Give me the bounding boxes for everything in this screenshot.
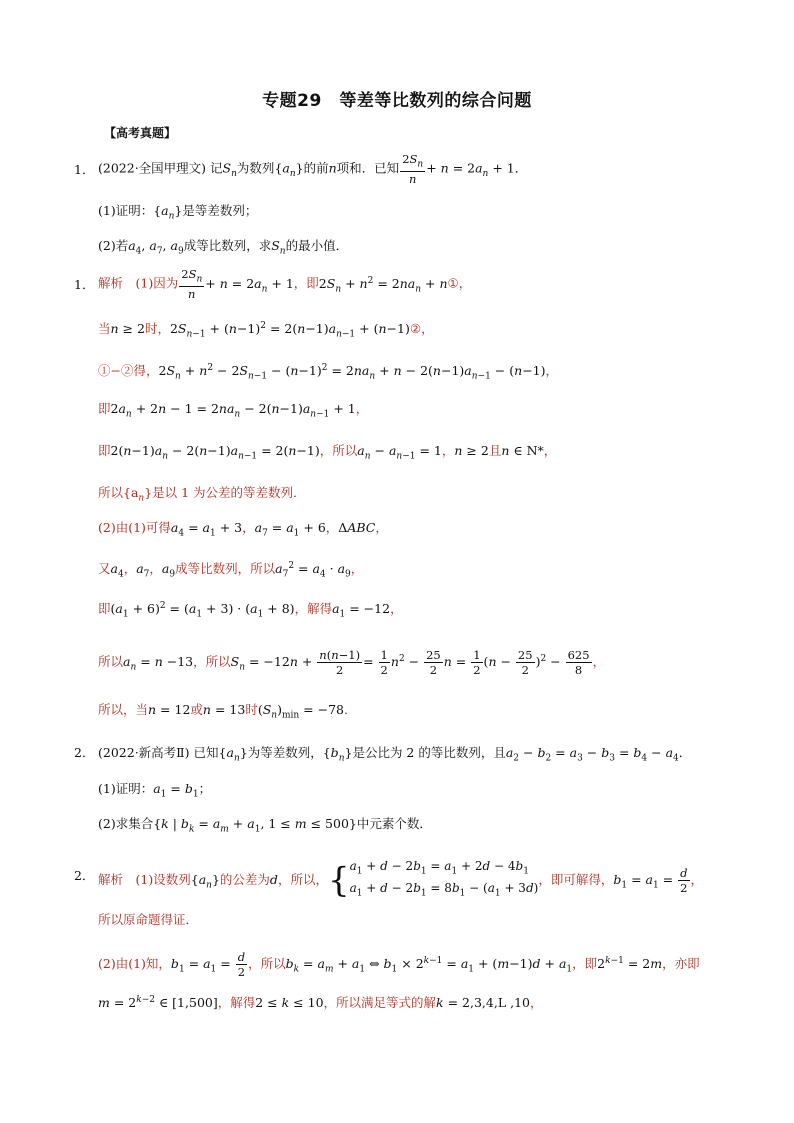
solution-1-line-10: 所以$a_n = n -13$，所以$S_n = -12n$ + $\frac{n(n-1)}{2}$ = $\frac{1}{2}$ $n^2$ − $\frac{25}{2}$ n = $\frac{1}{2}$ (n − $\frac{25}{2}$ )$^2$ − $\frac{625}{8}$ ， (98, 648, 606, 677)
solution-1-line-2: 当n ≥ 2时，$2S_{n-1} + (n-1)^2 = 2(n-1)a_{n-1}$ + (n−1)②， (98, 321, 434, 340)
solution-2-line-4: $m = 2^{k-2}$ ∈ [1,500]，解得2 ≤ k ≤ 10，所以满足等式的解k = 2,3,4,L ,10， (98, 995, 543, 1011)
solution-2-line-3: (2)由(1)知，$b_1 = a_1$ = $\frac{d}{2}$ ，所以$b_k = a_m + a_1$ ⇔ $b_1 \times 2^{k-1} = a_1 + (m-1)d + a_1$，即$2^{k-1} = 2m$，亦即 (98, 950, 700, 979)
page-title: 专题29 等差等比数列的综合问题 (262, 91, 532, 111)
section-tag: 【高考真题】 (104, 126, 177, 140)
problem-2-part-2: (2)求集合{k | $b_k = a_m + a_1$, 1 ≤ m ≤ 500}中元素个数． (98, 816, 432, 835)
solution-1-number: 1． (74, 277, 95, 292)
problem-2-part-1: (1)证明：$a_1 = b_1$； (98, 781, 212, 800)
solution-2-line-1: 解析 (1)设数列$\{a_n\}$的公差为d，所以，{$a_1 + d - 2b_1 = a_1 + 2d - 4b_1$ $a_1 + d - 2b_1 = 8b_1 - (a_1 + 3d)$，即可解得，$b_1 = a_1$ = $\frac{d}{2}$ ， (98, 859, 704, 901)
solution-1-line-1: 解析 (1)因为 $\frac{2S_n}{n}$ + $n = 2a_n + 1$，即$2S_n + n^2 = 2na_n$ + n①， (98, 267, 472, 302)
problem-2-number: 2． (74, 745, 95, 760)
solution-1-line-9: 即$(a_1 + 6)^2 = (a_1 + 3) \cdot (a_1 + 8)$，解得$a_1 = -12$， (98, 601, 403, 620)
solution-1-line-8: 又$a_4$，$a_7$，$a_9$成等比数列，所以$a_7^2 = a_4 \cdot a_9$， (98, 561, 364, 580)
solution-1-line-5: 即$2(n-1)a_n - 2(n-1)a_{n-1} = 2(n-1)$，所以$a_n - a_{n-1} = 1$，n ≥ 2且n ∈ N*， (98, 443, 557, 462)
solution-1-line-6: 所以$\{a_n\}$是以 1 为公差的等差数列． (98, 485, 306, 504)
solution-1-line-4: 即$2a_n + 2n - 1 = 2na_n - 2(n-1)a_{n-1} + 1$， (98, 401, 369, 420)
problem-1-number: 1． (74, 162, 95, 177)
problem-1-part-2: (2)若$a_4$, $a_7$, $a_9$成等比数列，求$S_n$的最小值． (98, 238, 349, 257)
problem-2-stem: (2022·新高考Ⅱ) 已知$\{a_n\}$为等差数列，$\{b_n\}$是公比为 2 的等比数列，且$a_2 - b_2 = a_3 - b_3 = b_4 - a_4$． (98, 745, 692, 764)
solution-1-line-7: (2)由(1)可得$a_4 = a_1 + 3$，$a_7 = a_1 + 6$，ΔABC， (98, 520, 388, 539)
problem-1-part-1: (1)证明：$\{a_n\}$是等差数列； (98, 203, 258, 222)
solution-1-line-11: 所以，当n = 12或n = 13时$(S_n)_{min} = -78$． (98, 702, 357, 721)
solution-2-line-2: 所以原命题得证． (98, 912, 199, 927)
problem-1-stem: (2022·全国甲理文) 记$S_n$为数列$\{a_n\}$的前n项和．已知 $\frac{2S_n}{n}$ + $n = 2a_n + 1$． (98, 152, 528, 187)
solution-2-number: 2． (74, 868, 95, 883)
solution-1-line-3: ①−②得，$2S_n + n^2 - 2S_{n-1} - (n-1)^2 = 2na_n + n - 2(n-1)a_{n-1} - (n-1)$， (98, 363, 559, 382)
